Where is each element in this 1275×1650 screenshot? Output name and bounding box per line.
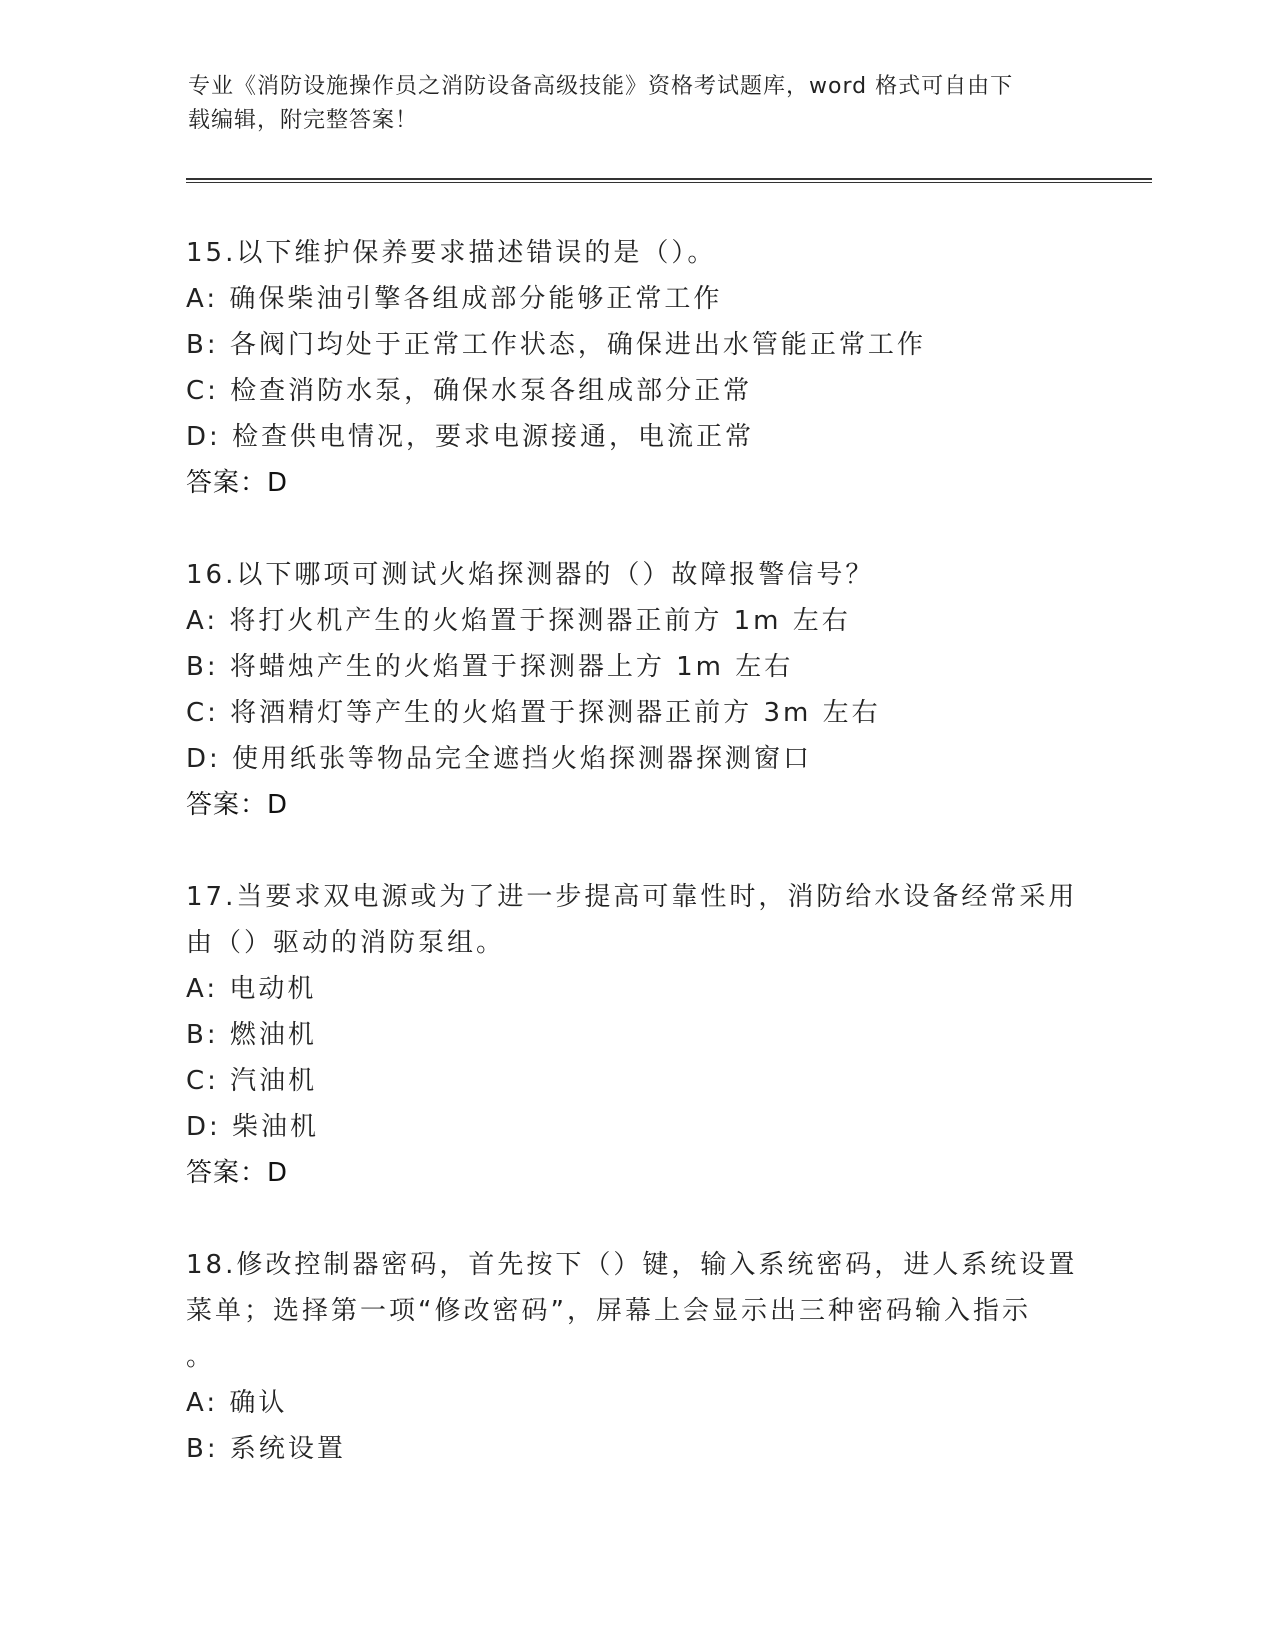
option-d: D: 使用纸张等物品完全遮挡火焰探测器探测窗口: [186, 744, 813, 774]
question-17: [186, 874, 1086, 1196]
answer-line: 答案：D: [186, 790, 289, 820]
option-c: C: 将酒精灯等产生的火焰置于探测器正前方 3m 左右: [186, 698, 881, 728]
answer-line: 答案：D: [186, 1158, 289, 1188]
question-stem-line-1: 18.修改控制器密码，首先按下（）键，输入系统密码，进人系统设置: [186, 1250, 1078, 1280]
question-16: [186, 552, 1086, 828]
option-b: B: 各阀门均处于正常工作状态，确保进出水管能正常工作: [186, 330, 926, 360]
option-b: B: 将蜡烛产生的火焰置于探测器上方 1m 左右: [186, 652, 794, 682]
question-stem-line-1: 17.当要求双电源或为了进一步提高可靠性时，消防给水设备经常采用: [186, 882, 1078, 912]
option-c: C: 汽油机: [186, 1066, 318, 1096]
header-divider-thick: [186, 178, 1152, 180]
document-header: [188, 70, 1068, 138]
option-d: D: 检查供电情况，要求电源接通，电流正常: [186, 422, 755, 452]
question-18: [186, 1242, 1086, 1472]
question-15: [186, 230, 1086, 506]
option-c: C: 检查消防水泵，确保水泵各组成部分正常: [186, 376, 753, 406]
option-a: A: 确保柴油引擎各组成部分能够正常工作: [186, 284, 723, 314]
question-stem: 16.以下哪项可测试火焰探测器的（）故障报警信号？: [186, 560, 875, 590]
question-list: [186, 230, 1086, 1518]
question-stem-line-2: 菜单；选择第一项“修改密码”，屏幕上会显示出三种密码输入指示: [186, 1296, 1031, 1326]
answer-line: 答案：D: [186, 468, 289, 498]
option-b: B: 燃油机: [186, 1020, 317, 1050]
question-stem-line-2: 由（）驱动的消防泵组。: [186, 928, 506, 958]
option-d: D: 柴油机: [186, 1112, 320, 1142]
option-a: A: 确认: [186, 1388, 288, 1418]
option-a: A: 将打火机产生的火焰置于探测器正前方 1m 左右: [186, 606, 851, 636]
question-stem-line-3: 。: [186, 1342, 216, 1372]
header-line-1: 专业《消防设施操作员之消防设备高级技能》资格考试题库，word 格式可自由下: [188, 74, 1014, 99]
option-a: A: 电动机: [186, 974, 317, 1004]
header-line-2: 载编辑，附完整答案！: [188, 108, 419, 133]
header-divider-thin: [186, 182, 1152, 183]
option-b: B: 系统设置: [186, 1434, 346, 1464]
question-stem: 15.以下维护保养要求描述错误的是（）。: [186, 238, 717, 268]
